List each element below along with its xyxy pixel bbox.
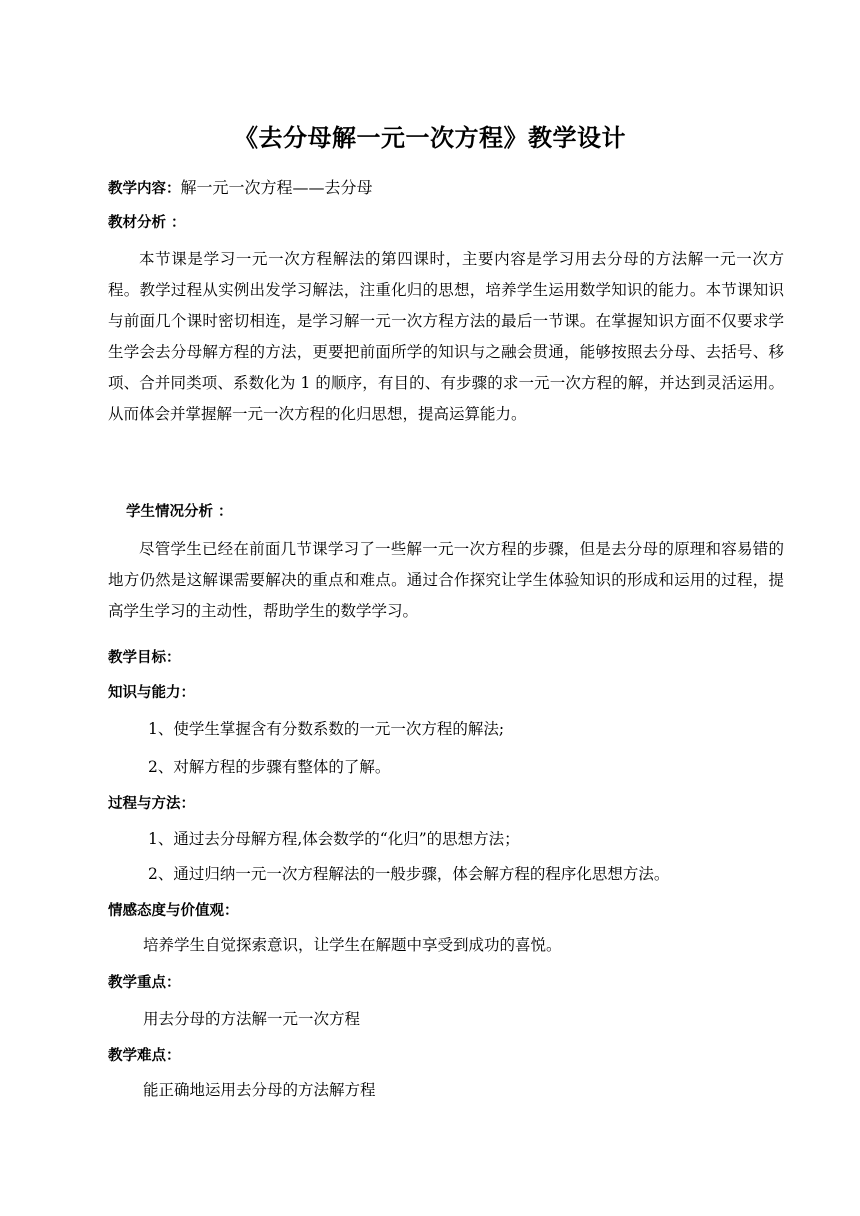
difficulty-heading: 教学难点： (108, 1048, 181, 1064)
process-item-2: 2、通过归纳一元一次方程解法的一般步骤，体会解方程的程序化思想方法。 (148, 865, 670, 883)
knowledge-item-1: 1、使学生掌握含有分数系数的一元一次方程的解法; (148, 720, 505, 738)
emotion-values-text: 培养学生自觉探索意识，让学生在解题中享受到成功的喜悦。 (143, 936, 562, 954)
emotion-values-heading: 情感态度与价值观： (108, 903, 239, 919)
key-point-heading: 教学重点： (108, 975, 181, 991)
teaching-content-value: 解一元一次方程——去分母 (180, 178, 373, 197)
knowledge-ability-heading: 知识与能力： (108, 685, 195, 701)
teaching-objectives-heading: 教学目标： (108, 650, 181, 666)
teaching-content-label: 教学内容： (108, 181, 181, 197)
difficulty-text: 能正确地运用去分母的方法解方程 (143, 1081, 376, 1099)
document-title: 《去分母解一元一次方程》教学设计 (234, 124, 626, 152)
textbook-analysis-paragraph: 本节课是学习一元一次方程解法的第四课时，主要内容是学习用去分母的方法解一元一次方程。教学过程从实例出发学习解法，注重化归的思想，培养学生运用数学知识的能力。本节课知识与前面几个课时密切相连，是学习解一元一次方程方法的最后一节课。在掌握知识方面不仅要求学生学会去分母解方程的方法，更要把前面所学的知识与之融会贯通，能够按照去分母、去括号、移项、合并同类项、系数化为 1 的顺序，有目的、有步骤的求一元一次方程的解，并达到灵活运用。从而体会并掌握解一元一次方程的化归思想，提高运算能力。 (108, 250, 784, 423)
key-point-text: 用去分母的方法解一元一次方程 (143, 1010, 361, 1028)
knowledge-item-2: 2、对解方程的步骤有整体的了解。 (148, 758, 391, 776)
process-item-1: 1、通过去分母解方程,体会数学的“化归”的思想方法； (148, 830, 520, 848)
process-method-heading: 过程与方法： (108, 796, 195, 812)
teaching-content-line (108, 176, 373, 201)
student-analysis-heading: 学生情况分析 ： (126, 504, 233, 520)
student-analysis-paragraph: 尽管学生已经在前面几节课学习了一些解一元一次方程的步骤，但是去分母的原理和容易错的地方仍然是这解课需要解决的重点和难点。通过合作探究让学生体验知识的形成和运用的过程，提高学生学习的主动性，帮助学生的数学学习。 (108, 540, 784, 620)
textbook-analysis-heading: 教材分析 ： (108, 215, 186, 231)
